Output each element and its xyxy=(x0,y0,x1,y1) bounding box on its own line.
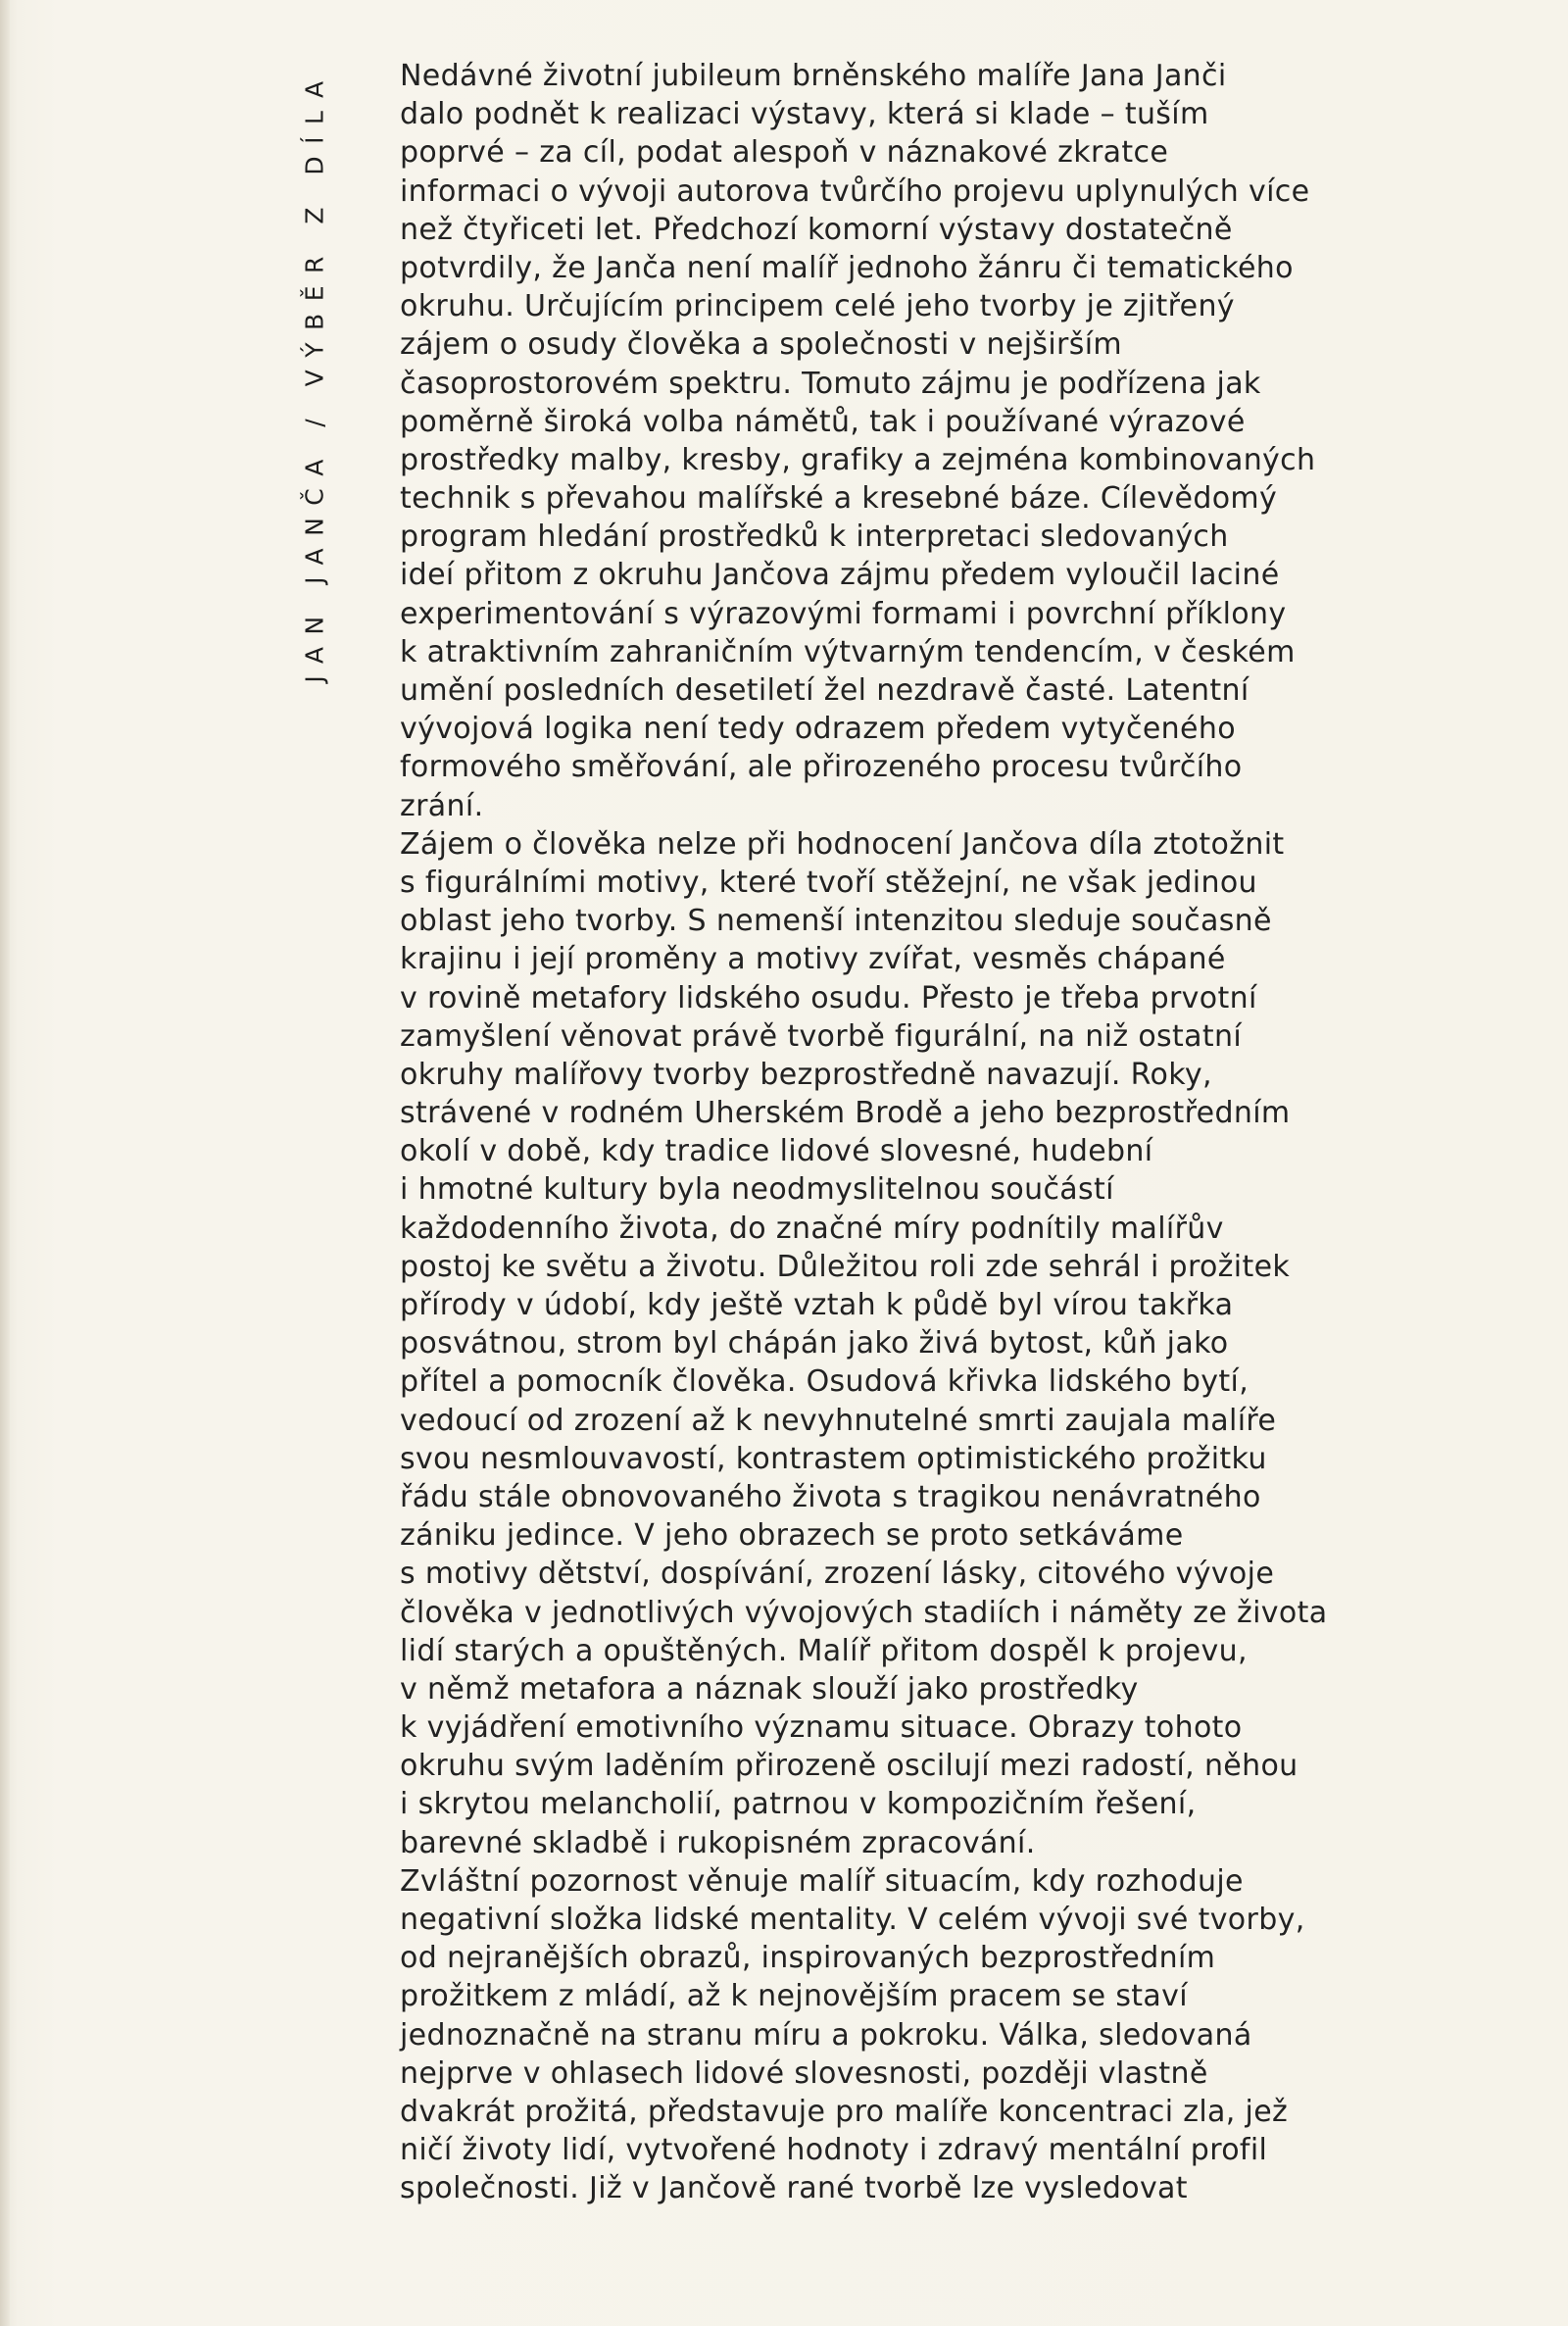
text-line: lidí starých a opuštěných. Malíř přitom dospěl k projevu, xyxy=(400,1633,1248,1668)
text-line: okruhu. Určujícím principem celé jeho tvorby je zjitřený xyxy=(400,289,1235,324)
text-line: prožitkem z mládí, až k nejnovějším pracem se staví xyxy=(400,1979,1188,2014)
text-line: jednoznačně na stranu míru a pokroku. Válka, sledovaná xyxy=(400,2017,1252,2053)
text-line: poprvé – za cíl, podat alespoň v náznakové zkratce xyxy=(400,135,1169,171)
text-line: oblast jeho tvorby. S nemenší intenzitou sleduje současně xyxy=(400,904,1272,939)
text-line: zániku jedince. V jeho obrazech se proto setkáváme xyxy=(400,1518,1184,1554)
text-line: okruhy malířovy tvorby bezprostředně navazují. Roky, xyxy=(400,1057,1212,1092)
text-line: experimentování s výrazovými formami i povrchní příklony xyxy=(400,596,1287,631)
text-line: řádu stále obnovovaného života s tragikou nenávratného xyxy=(400,1479,1261,1514)
text-line: poměrně široká volba námětů, tak i používané výrazové xyxy=(400,404,1246,439)
text-line: k vyjádření emotivního významu situace. Obrazy tohoto xyxy=(400,1710,1243,1746)
text-line: zájem o osudy člověka a společnosti v nejširším xyxy=(400,327,1122,363)
text-line: s figurálními motivy, které tvoří stěžejní, ne však jedinou xyxy=(400,865,1257,900)
text-line: informaci o vývoji autorova tvůrčího projevu uplynulých více xyxy=(400,173,1310,209)
text-line: umění posledních desetiletí žel nezdravě časté. Latentní xyxy=(400,673,1250,708)
text-line: vývojová logika není tedy odrazem předem vytyčeného xyxy=(400,712,1236,747)
text-line: vedoucí od zrození až k nevyhnutelné smrti zaujala malíře xyxy=(400,1403,1277,1438)
side-title-text: JAN JANČA / VÝBĚR Z DÍLA xyxy=(300,68,329,683)
text-line: každodenního života, do značné míry podnítily malířův xyxy=(400,1211,1224,1246)
text-line: prostředky malby, kresby, grafiky a zejména kombinovaných xyxy=(400,442,1316,477)
text-line: posvátnou, strom byl chápán jako živá bytost, kůň jako xyxy=(400,1326,1229,1361)
text-line: i skrytou melancholií, patrnou v kompozičním řešení, xyxy=(400,1787,1197,1822)
text-line: Zájem o člověka nelze při hodnocení Jančova díla ztotožnit xyxy=(400,826,1285,862)
text-line: zamyšlení věnovat právě tvorbě figurální, na niž ostatní xyxy=(400,1018,1243,1054)
text-line: s motivy dětství, dospívání, zrození lásky, citového vývoje xyxy=(400,1557,1275,1592)
text-line: přírody v údobí, kdy ještě vztah k půdě byl vírou takřka xyxy=(400,1288,1234,1322)
text-line: formového směřování, ale přirozeného procesu tvůrčího xyxy=(400,750,1243,785)
text-line: než čtyřiceti let. Předchozí komorní výstavy dostatečně xyxy=(400,212,1233,247)
text-line: program hledání prostředků k interpretaci sledovaných xyxy=(400,520,1229,555)
text-line: svou nesmlouvavostí, kontrastem optimistického prožitku xyxy=(400,1441,1267,1476)
text-line: ideí přitom z okruhu Jančova zájmu předem vyloučil laciné xyxy=(400,558,1280,593)
text-line: v němž metafora a náznak slouží jako prostředky xyxy=(400,1671,1139,1707)
article-body xyxy=(400,57,1444,2208)
text-line: zrání. xyxy=(400,788,484,823)
text-line: postoj ke světu a životu. Důležitou roli zde sehrál i prožitek xyxy=(400,1249,1291,1284)
text-line: společnosti. Již v Jančově rané tvorbě lze vysledovat xyxy=(400,2171,1188,2206)
text-line: potvrdily, že Janča není malíř jednoho žánru či tematického xyxy=(400,250,1294,285)
text-line: člověka v jednotlivých vývojových stadiích i náměty ze života xyxy=(400,1595,1328,1630)
text-line: Zvláštní pozornost věnuje malíř situacím, kdy rozhoduje xyxy=(400,1863,1244,1899)
binding-edge xyxy=(0,0,10,2326)
text-line: nejprve v ohlasech lidové slovesnosti, později vlastně xyxy=(400,2055,1208,2091)
text-line: dvakrát prožitá, představuje pro malíře koncentraci zla, jež xyxy=(400,2094,1289,2129)
text-line: i hmotné kultury byla neodmyslitelnou součástí xyxy=(400,1172,1114,1208)
text-line: přítel a pomocník člověka. Osudová křivka lidského bytí, xyxy=(400,1364,1250,1400)
text-line: okruhu svým laděním přirozeně oscilují mezi radostí, něhou xyxy=(400,1749,1298,1784)
side-title xyxy=(290,57,339,694)
text-line: časoprostorovém spektru. Tomuto zájmu je podřízena jak xyxy=(400,366,1261,401)
text-line: krajinu i její proměny a motivy zvířat, vesměs chápané xyxy=(400,942,1226,977)
text-line: negativní složka lidské mentality. V celém vývoji své tvorby, xyxy=(400,1903,1305,1937)
text-line: od nejranějších obrazů, inspirovaných bezprostředním xyxy=(400,1941,1216,1976)
text-line: k atraktivním zahraničním výtvarným tendencím, v českém xyxy=(400,634,1296,669)
text-line: Nedávné životní jubileum brněnského malíře Jana Janči xyxy=(400,59,1227,93)
text-line: technik s převahou malířské a kresebné báze. Cílevědomý xyxy=(400,481,1278,517)
text-line: ničí životy lidí, vytvořené hodnoty i zdravý mentální profil xyxy=(400,2133,1268,2168)
text-line: barevné skladbě i rukopisném zpracování. xyxy=(400,1825,1036,1860)
text-line: dalo podnět k realizaci výstavy, která si klade – tuším xyxy=(400,97,1209,132)
text-line: v rovině metafory lidského osudu. Přesto je třeba prvotní xyxy=(400,980,1257,1015)
text-line: okolí v době, kdy tradice lidové slovesné, hudební xyxy=(400,1134,1153,1169)
text-line: strávené v rodném Uherském Brodě a jeho bezprostředním xyxy=(400,1096,1291,1131)
